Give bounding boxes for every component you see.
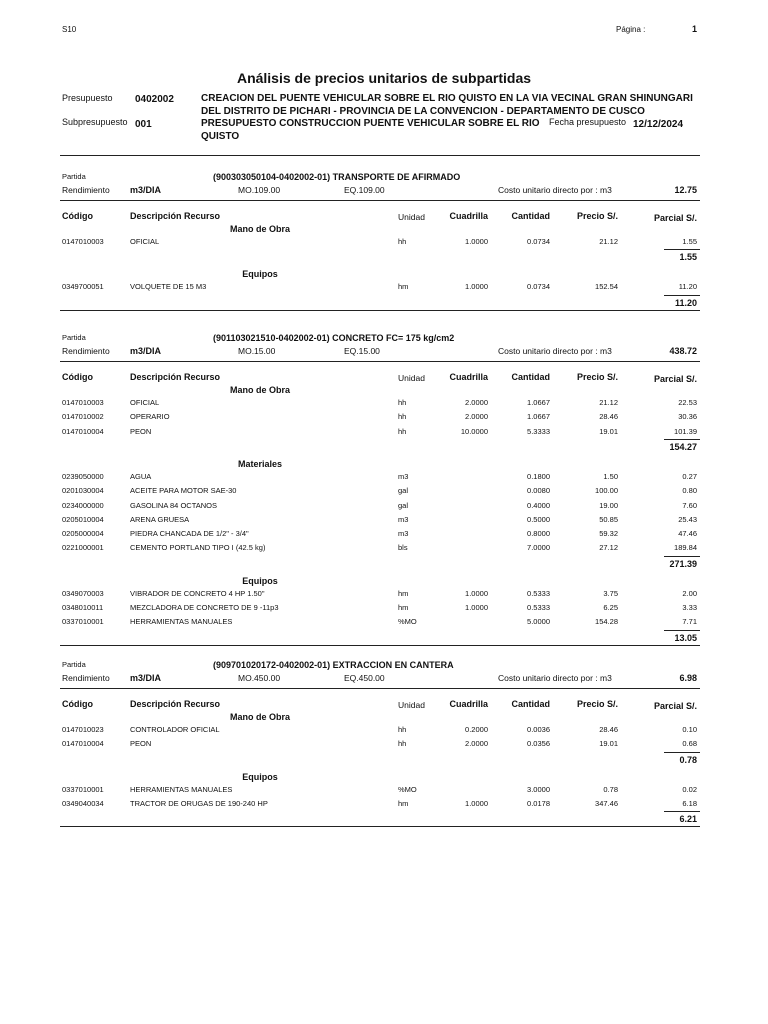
col-parcial: Parcial S/.: [653, 213, 697, 223]
rendimiento-unit: m3/DIA: [130, 346, 162, 356]
row-parcial: 7.71: [682, 617, 697, 627]
col-precio: Precio S/.: [576, 372, 618, 382]
costo-value: 12.75: [674, 185, 697, 195]
row-precio: 154.28: [595, 617, 618, 627]
col-unidad: Unidad: [398, 373, 425, 383]
row-precio: 59.32: [599, 529, 618, 539]
row-unidad: %MO: [398, 617, 417, 627]
row-cuadrilla: 10.0000: [460, 426, 488, 436]
page-title: Análisis de precios unitarios de subpartidas: [236, 70, 532, 86]
row-precio: 28.46: [599, 412, 618, 422]
row-cantidad: 0.5000: [527, 514, 550, 524]
partida-divider: [60, 200, 700, 201]
row-descripcion: PEON: [130, 426, 152, 436]
row-cantidad: 0.5333: [527, 603, 550, 612]
row-codigo: 0147010002: [62, 412, 104, 422]
row-cantidad: 0.1800: [527, 471, 550, 481]
group-subtotal: 11.20: [674, 297, 697, 308]
row-parcial: 101.39: [674, 426, 697, 436]
row-unidad: hm: [398, 588, 409, 598]
page-label: Página :: [616, 25, 646, 34]
row-unidad: hm: [398, 282, 409, 292]
row-precio: 152.54: [595, 282, 618, 292]
group-title: Equipos: [242, 771, 278, 782]
row-parcial: 11.20: [678, 282, 697, 292]
row-codigo: 0147010004: [62, 739, 104, 749]
row-descripcion: PEON: [130, 739, 152, 749]
mo-value: MO.15.00: [238, 346, 276, 356]
section-end-divider: [60, 645, 700, 646]
col-parcial: Parcial S/.: [653, 374, 697, 384]
col-codigo: Código: [62, 211, 93, 221]
row-parcial: 47.46: [678, 529, 697, 539]
row-cantidad: 0.0178: [527, 798, 550, 808]
row-precio: 50.85: [599, 514, 618, 524]
col-precio: Precio S/.: [576, 211, 618, 221]
presupuesto-label: Presupuesto: [62, 93, 113, 103]
row-precio: 19.01: [599, 426, 618, 436]
page-number: 1: [692, 24, 698, 34]
mo-value: MO.450.00: [238, 673, 281, 683]
row-unidad: hh: [398, 398, 407, 407]
group-title: Mano de Obra: [229, 385, 290, 395]
row-codigo: 0147010023: [62, 725, 104, 734]
row-parcial: 25.43: [678, 514, 697, 524]
row-unidad: gal: [398, 486, 409, 496]
row-cuadrilla: 2.0000: [465, 398, 488, 407]
system-label: S10: [62, 25, 77, 34]
group-subtotal: 271.39: [669, 558, 697, 569]
row-parcial: 0.68: [682, 739, 697, 749]
subtotal-divider: [664, 556, 700, 557]
row-parcial: 3.33: [682, 603, 697, 612]
row-unidad: bls: [398, 543, 408, 553]
row-codigo: 0349040034: [62, 798, 104, 808]
row-precio: 19.00: [599, 500, 618, 510]
row-codigo: 0234000000: [62, 500, 104, 510]
row-cantidad: 5.0000: [527, 617, 550, 627]
partida-title: (901103021510-0402002-01) CONCRETO FC= 175 kg/cm2: [213, 333, 455, 343]
row-unidad: m3: [398, 471, 409, 481]
row-precio: 21.12: [599, 398, 618, 407]
col-cantidad: Cantidad: [511, 211, 550, 221]
header-divider: [60, 155, 700, 156]
row-descripcion: AGUA: [130, 471, 152, 481]
mo-value: MO.109.00: [238, 185, 281, 195]
col-unidad: Unidad: [398, 700, 425, 710]
subpresupuesto-description: PRESUPUESTO CONSTRUCCION PUENTE VEHICULAR SOBRE EL RIO QUISTO: [201, 118, 540, 142]
row-unidad: hm: [398, 798, 409, 808]
row-codigo: 0337010001: [62, 617, 104, 627]
partida-section: [0, 333, 768, 643]
row-cantidad: 0.0734: [527, 282, 550, 292]
row-descripcion: ARENA GRUESA: [130, 514, 190, 524]
costo-label: Costo unitario directo por : m3: [498, 673, 612, 683]
row-unidad: hh: [398, 739, 407, 749]
fecha-label: Fecha presupuesto: [549, 117, 627, 127]
row-codigo: 0147010004: [62, 426, 104, 436]
row-cuadrilla: 1.0000: [465, 603, 488, 612]
eq-value: EQ.109.00: [344, 185, 385, 195]
costo-value: 6.98: [679, 673, 697, 683]
row-descripcion: MEZCLADORA DE CONCRETO DE 9 -11p3: [130, 603, 279, 612]
col-descripcion: Descripción Recurso: [130, 699, 221, 709]
col-cuadrilla: Cuadrilla: [449, 699, 488, 709]
eq-value: EQ.15.00: [344, 346, 380, 356]
row-descripcion: OPERARIO: [130, 412, 170, 422]
row-descripcion: GASOLINA 84 OCTANOS: [130, 500, 217, 510]
costo-value: 438.72: [669, 346, 697, 356]
row-descripcion: CONTROLADOR OFICIAL: [130, 725, 220, 734]
row-unidad: gal: [398, 500, 409, 510]
row-cantidad: 0.0734: [527, 237, 550, 246]
row-parcial: 30.36: [678, 412, 697, 422]
col-descripcion: Descripción Recurso: [130, 211, 221, 221]
row-cuadrilla: 2.0000: [465, 412, 488, 422]
row-cuadrilla: 1.0000: [465, 588, 488, 598]
row-cuadrilla: 1.0000: [465, 798, 488, 808]
row-precio: 3.75: [603, 588, 618, 598]
row-precio: 21.12: [599, 237, 618, 246]
group-subtotal: 6.21: [679, 814, 697, 825]
row-parcial: 2.00: [682, 588, 697, 598]
row-cantidad: 0.5333: [527, 588, 550, 598]
row-unidad: hm: [398, 603, 409, 612]
col-precio: Precio S/.: [576, 699, 618, 709]
rendimiento-label: Rendimiento: [62, 673, 110, 683]
row-cantidad: 1.0667: [527, 398, 550, 407]
row-descripcion: OFICIAL: [130, 398, 160, 407]
row-unidad: hh: [398, 237, 407, 246]
row-precio: 100.00: [595, 486, 618, 496]
partida-divider: [60, 361, 700, 362]
presupuesto-code: 0402002: [135, 94, 174, 105]
row-parcial: 0.10: [682, 725, 697, 734]
row-descripcion: PIEDRA CHANCADA DE 1/2" - 3/4": [130, 529, 249, 539]
row-cantidad: 0.0036: [527, 725, 550, 734]
row-parcial: 7.60: [682, 500, 697, 510]
row-cantidad: 0.8000: [527, 529, 550, 539]
row-precio: 1.50: [603, 471, 618, 481]
col-unidad: Unidad: [398, 212, 425, 222]
row-descripcion: HERRAMIENTAS MANUALES: [130, 784, 233, 794]
subtotal-divider: [664, 439, 700, 440]
partida-divider: [60, 688, 700, 689]
row-cantidad: 5.3333: [527, 426, 550, 436]
costo-label: Costo unitario directo por : m3: [498, 185, 612, 195]
row-cantidad: 7.0000: [527, 543, 550, 553]
row-codigo: 0349700051: [62, 282, 104, 292]
row-cantidad: 0.0356: [527, 739, 550, 749]
row-parcial: 0.27: [682, 471, 697, 481]
col-cantidad: Cantidad: [511, 372, 550, 382]
row-unidad: hh: [398, 412, 407, 422]
col-parcial: Parcial S/.: [653, 701, 697, 711]
row-parcial: 6.18: [682, 798, 697, 808]
row-descripcion: OFICIAL: [130, 237, 160, 246]
subtotal-divider: [664, 295, 700, 296]
section-end-divider: [60, 310, 700, 311]
subpresupuesto-label: Subpresupuesto: [62, 117, 128, 127]
row-unidad: m3: [398, 529, 409, 539]
row-precio: 0.78: [603, 784, 618, 794]
row-cuadrilla: 2.0000: [465, 739, 488, 749]
group-title: Equipos: [242, 575, 278, 586]
subpresupuesto-code: 001: [135, 119, 152, 130]
fecha-value: 12/12/2024: [633, 119, 684, 130]
row-cuadrilla: 0.2000: [465, 725, 488, 734]
group-title: Mano de Obra: [229, 224, 290, 234]
eq-value: EQ.450.00: [344, 673, 385, 683]
row-cantidad: 1.0667: [527, 412, 550, 422]
row-codigo: 0239050000: [62, 471, 104, 481]
costo-label: Costo unitario directo por : m3: [498, 346, 612, 356]
row-parcial: 1.55: [682, 237, 697, 246]
group-title: Equipos: [242, 269, 278, 280]
row-unidad: m3: [398, 514, 409, 524]
row-cantidad: 0.4000: [527, 500, 550, 510]
group-subtotal: 0.78: [679, 754, 697, 765]
row-parcial: 189.84: [674, 543, 697, 553]
partida-title: (900303050104-0402002-01) TRANSPORTE DE AFIRMADO: [213, 172, 461, 182]
row-unidad: %MO: [398, 784, 417, 794]
col-codigo: Código: [62, 372, 93, 382]
row-unidad: hh: [398, 426, 407, 436]
row-cantidad: 0.0080: [527, 486, 550, 496]
row-precio: 19.01: [599, 739, 618, 749]
row-codigo: 0147010003: [62, 237, 104, 246]
group-subtotal: 13.05: [674, 632, 697, 643]
row-cuadrilla: 1.0000: [465, 237, 488, 246]
subtotal-divider: [664, 752, 700, 753]
group-subtotal: 1.55: [679, 252, 697, 263]
subtotal-divider: [664, 811, 700, 812]
row-codigo: 0201030004: [62, 486, 104, 496]
group-subtotal: 154.27: [669, 441, 697, 452]
subtotal-divider: [664, 630, 700, 631]
presupuesto-description: CREACION DEL PUENTE VEHICULAR SOBRE EL RIO QUISTO EN LA VIA VECINAL GRAN SHINUNGARI DEL DISTRITO DE PICHARI - PROVINCIA DE LA CONVENCION - DEPARTAMENTO DE CUSCO: [201, 93, 693, 117]
subtotal-divider: [664, 249, 700, 250]
rendimiento-label: Rendimiento: [62, 346, 110, 356]
row-cantidad: 3.0000: [527, 784, 550, 794]
partida-title: (909701020172-0402002-01) EXTRACCION EN CANTERA: [213, 660, 454, 670]
group-title: Materiales: [237, 458, 283, 469]
row-precio: 28.46: [599, 725, 618, 734]
row-precio: 27.12: [599, 543, 618, 553]
row-codigo: 0205010004: [62, 514, 104, 524]
row-codigo: 0349070003: [62, 588, 104, 598]
partida-section: [0, 660, 768, 960]
row-codigo: 0337010001: [62, 784, 104, 794]
row-unidad: hh: [398, 725, 407, 734]
col-cuadrilla: Cuadrilla: [449, 372, 488, 382]
row-codigo: 0147010003: [62, 398, 104, 407]
row-descripcion: VOLQUETE DE 15 M3: [130, 282, 207, 292]
row-descripcion: HERRAMIENTAS MANUALES: [130, 617, 233, 627]
rendimiento-unit: m3/DIA: [130, 673, 162, 683]
row-parcial: 0.02: [682, 784, 697, 794]
row-precio: 6.25: [603, 603, 618, 612]
col-codigo: Código: [62, 699, 93, 709]
row-descripcion: ACEITE PARA MOTOR SAE-30: [130, 486, 237, 496]
group-title: Mano de Obra: [229, 712, 290, 722]
rendimiento-unit: m3/DIA: [130, 185, 162, 195]
row-descripcion: TRACTOR DE ORUGAS DE 190-240 HP: [130, 798, 268, 808]
section-end-divider: [60, 826, 700, 827]
row-descripcion: CEMENTO PORTLAND TIPO I (42.5 kg): [130, 543, 266, 553]
row-precio: 347.46: [595, 798, 618, 808]
col-descripcion: Descripción Recurso: [130, 372, 221, 382]
partida-label: Partida: [62, 333, 86, 342]
col-cantidad: Cantidad: [511, 699, 550, 709]
rendimiento-label: Rendimiento: [62, 185, 110, 195]
partida-label: Partida: [62, 172, 86, 181]
row-cuadrilla: 1.0000: [465, 282, 488, 292]
row-codigo: 0221000001: [62, 543, 104, 553]
row-descripcion: VIBRADOR DE CONCRETO 4 HP 1.50": [130, 588, 265, 598]
col-cuadrilla: Cuadrilla: [449, 211, 488, 221]
row-parcial: 0.80: [682, 486, 697, 496]
row-codigo: 0205000004: [62, 529, 104, 539]
partida-label: Partida: [62, 660, 86, 669]
row-parcial: 22.53: [678, 398, 697, 407]
row-codigo: 0348010011: [62, 603, 104, 612]
